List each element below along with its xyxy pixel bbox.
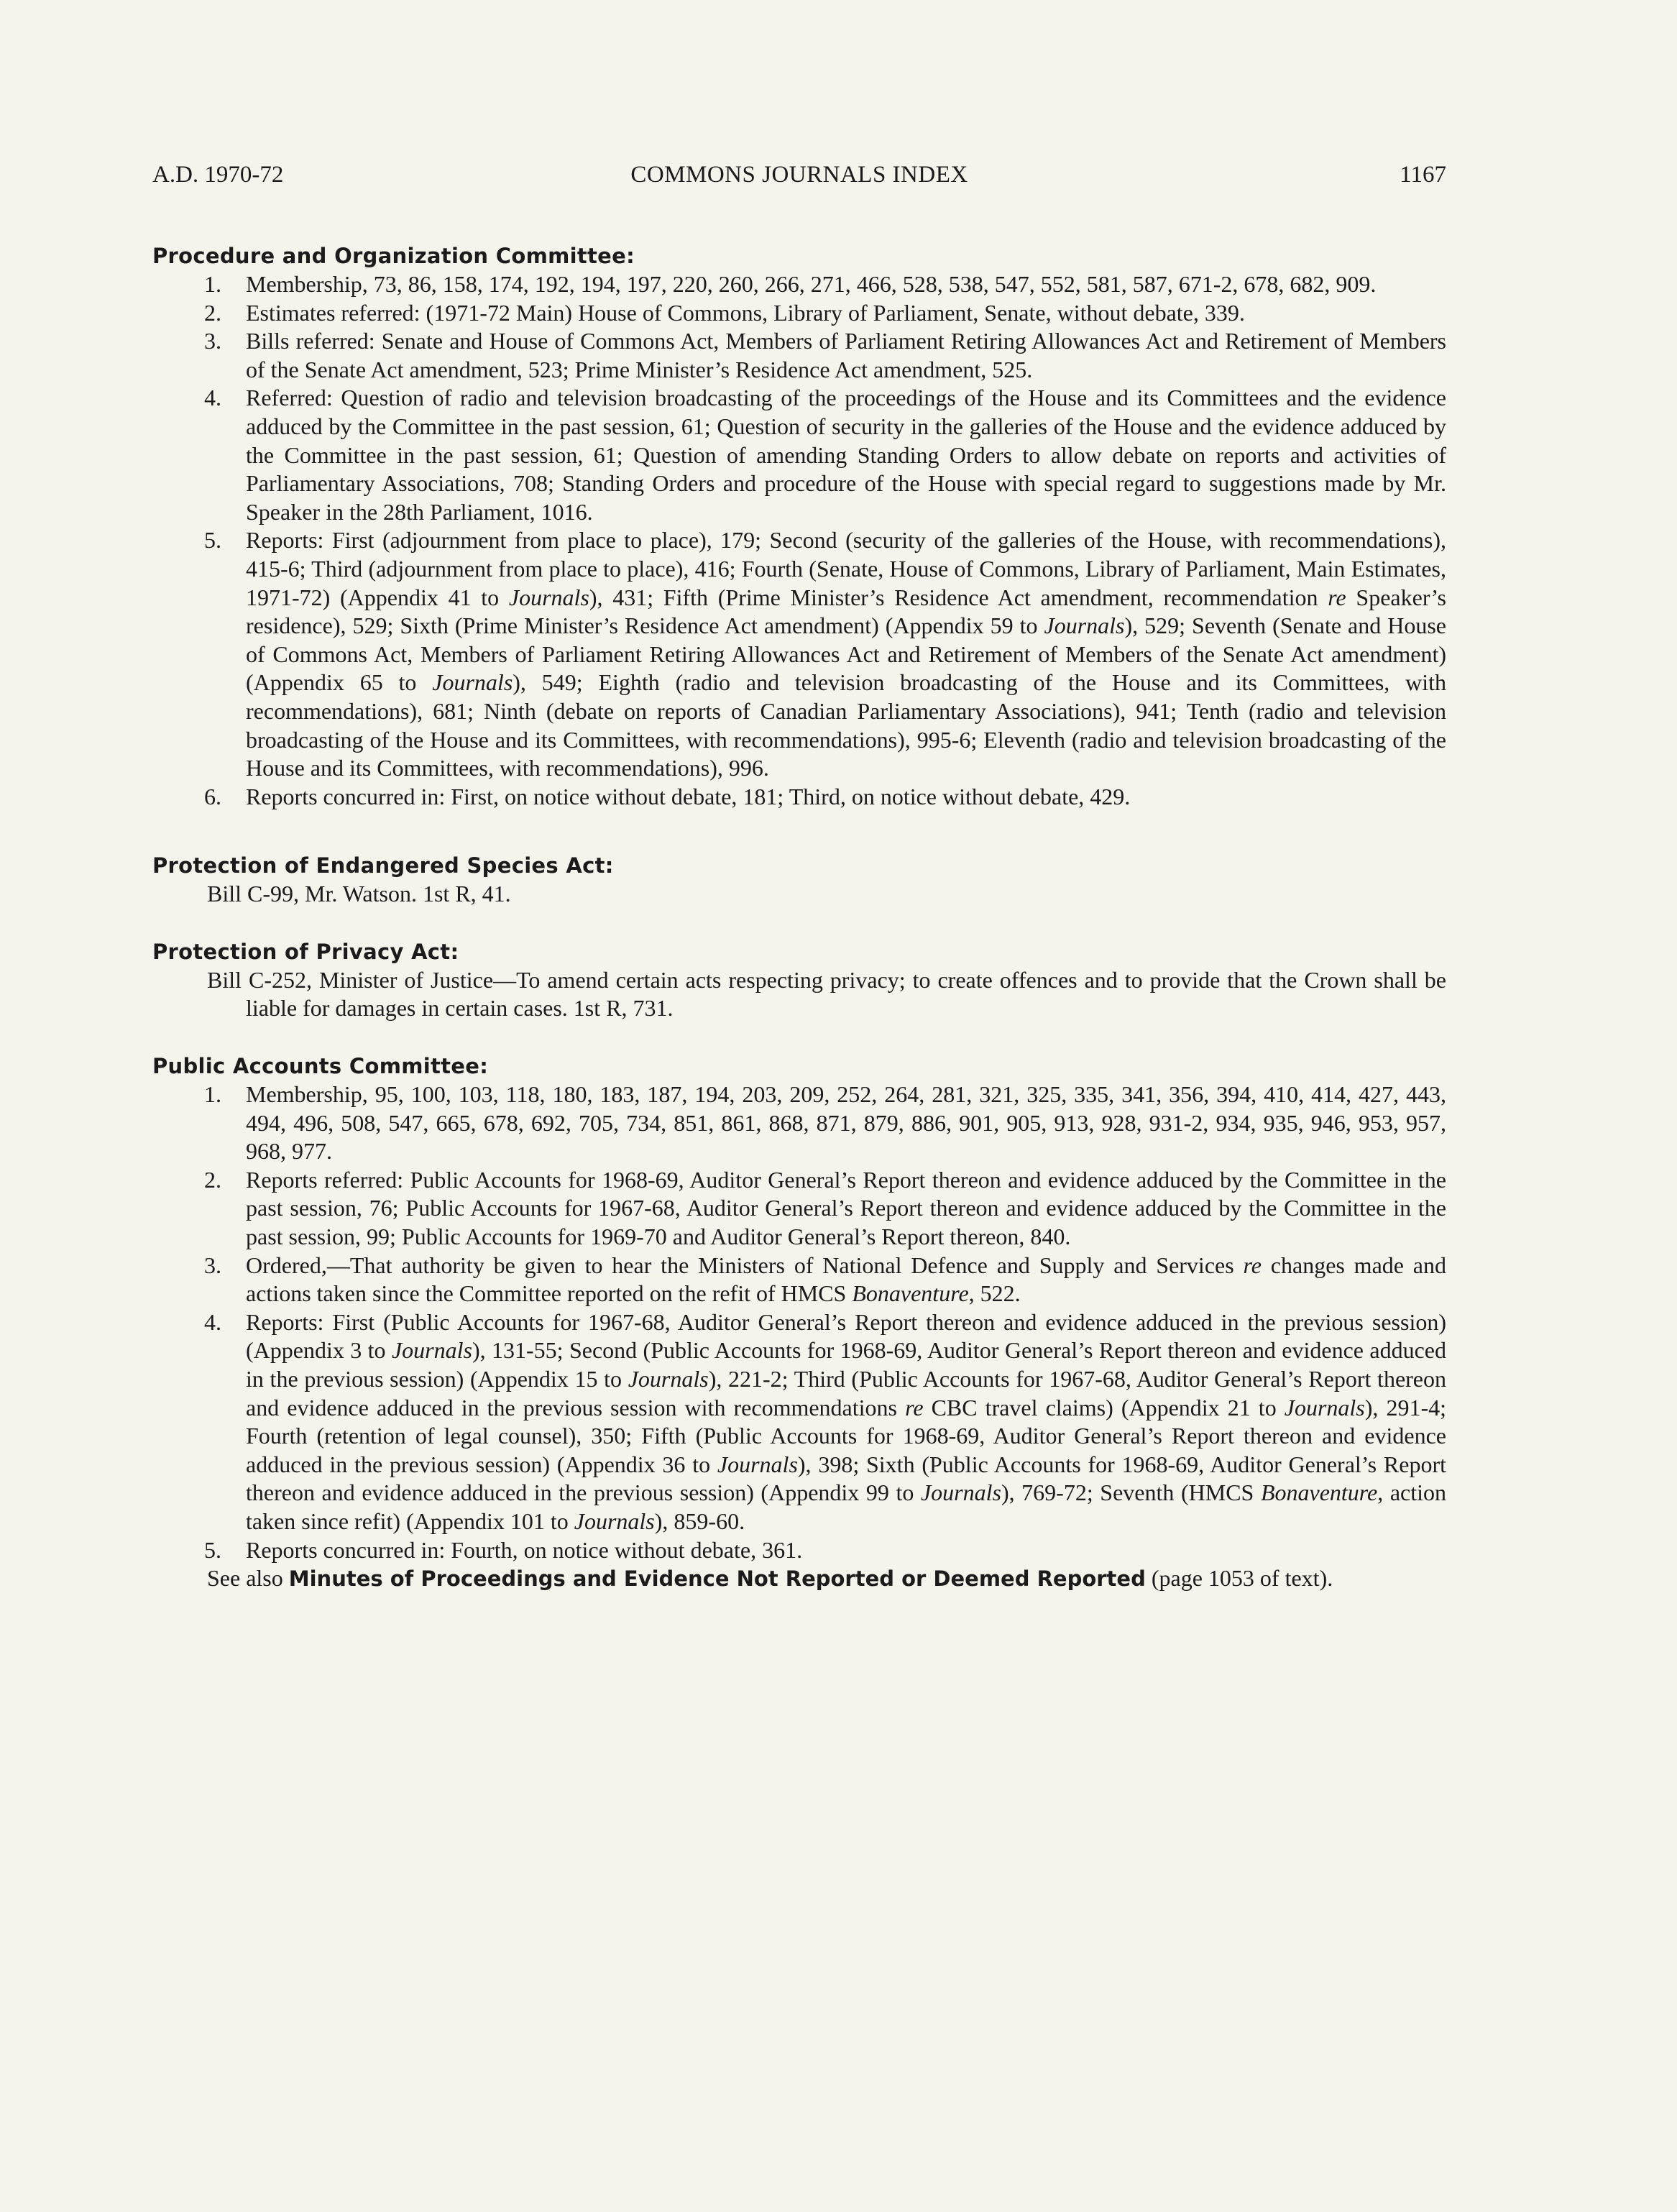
item-number: 5. <box>204 527 221 554</box>
list-item <box>152 1536 1446 1565</box>
see-also-prefix: See also <box>207 1565 289 1592</box>
header-title: COMMONS JOURNALS INDEX <box>630 162 968 188</box>
item-text: Membership, 73, 86, 158, 174, 192, 194, 197, 220, 260, 266, 271, 466, 528, 538, 547, 552, 581, 587, 671-2, 678, 682, 909. <box>246 271 1377 297</box>
item-number: 1. <box>204 1081 221 1108</box>
entry-privacy-act <box>152 937 1446 1023</box>
item-text: ), 398; Sixth (Public Accounts for 1968-69, Auditor General’s Report thereon and evidence adduced in the previous session) (Appendix 99 to <box>246 1451 1447 1506</box>
item-text: Reports: First (adjournment from place to place), 179; Second (security of the galleries of the House, with recommendations), 415-6; Third (adjournment from place to place), 416; Fourth (Senate, House of Commons, Library of Parliament, Main Estimates, 1971-72) (Appendix 41 to <box>246 527 1446 610</box>
list-item <box>152 783 1446 812</box>
item-text: CBC travel claims) (Appendix 21 to <box>923 1394 1285 1421</box>
list-item <box>152 1080 1446 1166</box>
see-also-suffix: (page 1053 of text). <box>1145 1565 1333 1592</box>
italic-re: re <box>905 1394 924 1421</box>
item-number: 6. <box>204 783 221 809</box>
entry-heading: Procedure and Organization Committee: <box>152 244 635 268</box>
section-spacer <box>152 811 1446 851</box>
italic-journals: Journals <box>1284 1394 1365 1421</box>
italic-re: re <box>1328 584 1346 610</box>
item-text: ), 221-2; Third (Public Accounts for 1967-68, Auditor General’s Report thereon and evidence adduced in the previous session with recommendations <box>246 1366 1447 1421</box>
entry-public-accounts-committee <box>152 1052 1446 1594</box>
italic-journals: Journals <box>1044 612 1125 639</box>
item-text: ), 291-4; Fourth (retention of legal counsel), 350; Fifth (Public Accounts for 1968-69, Auditor General’s Report thereon and evidence adduced in the previous session) (Appendix 36 to <box>246 1394 1447 1477</box>
item-number: 1. <box>204 271 221 297</box>
item-number: 5. <box>204 1536 221 1563</box>
item-text: , 522. <box>968 1280 1021 1307</box>
item-text: Estimates referred: (1971-72 Main) House of Commons, Library of Parliament, Senate, without debate, 339. <box>246 299 1245 326</box>
running-head <box>152 157 1446 193</box>
item-text: ), 529; Seventh (Senate and House of Commons Act, Members of Parliament Retiring Allowances Act and Retirement of Members of the Senate Act amendment) (Appendix 65 to <box>246 612 1447 696</box>
item-number: 2. <box>204 1166 221 1193</box>
item-number: 4. <box>204 1308 221 1335</box>
italic-re: re <box>1243 1252 1262 1278</box>
italic-journals: Journals <box>717 1451 798 1477</box>
see-also-target: Minutes of Proceedings and Evidence Not Reported or Deemed Reported <box>288 1566 1146 1592</box>
entry-text: Bill C-252, Minister of Justice—To amend certain acts respecting privacy; to create offences and to provide that the Crown shall be liable for damages in certain cases. 1st R, 731. <box>207 966 1446 1022</box>
see-also-reference <box>152 1564 1446 1594</box>
item-text: Reports referred: Public Accounts for 1968-69, Auditor General’s Report thereon and evidence adduced by the Committee in the past session, 76; Public Accounts for 1967-68, Auditor General’s Report thereon and evidence adduced by the Committee in the past session, 99; Public Accounts for 1969-70 and Auditor General’s Report thereon, 840. <box>246 1166 1446 1250</box>
list-item <box>152 327 1446 384</box>
entry-text: Bill C-99, Mr. Watson. 1st R, 41. <box>207 881 511 907</box>
item-text: Speaker’s residence), 529; Sixth (Prime Minister’s Residence Act amendment) (Appendix 59 to <box>246 584 1447 639</box>
item-text: Reports concurred in: Fourth, on notice without debate, 361. <box>246 1536 803 1563</box>
list-item <box>152 270 1446 299</box>
list-item <box>152 384 1446 526</box>
item-text: Referred: Question of radio and television broadcasting of the proceedings of the House and its Committees and the evidence adduced by the Committee in the past session, 61; Question of security in the galleries of the House and the evidence adduced by the Committee in the past session, 61; Question of amending Standing Orders to allow debate on reports and activities of Parliamentary Associations, 708; Standing Orders and procedure of the House with special regard to suggestions made by Mr. Speaker in the 28th Parliament, 1016. <box>246 385 1446 525</box>
item-number: 3. <box>204 1252 221 1278</box>
item-text: , action taken since refit) (Appendix 101 to <box>246 1479 1447 1534</box>
item-text: Reports concurred in: First, on notice without debate, 181; Third, on notice without debate, 429. <box>246 783 1131 809</box>
entry-endangered-species-act <box>152 851 1446 909</box>
list-item <box>152 1166 1446 1252</box>
section-spacer <box>152 909 1446 937</box>
item-text: ), 431; Fifth (Prime Minister’s Residence Act amendment, recommendation <box>589 584 1328 610</box>
entry-heading: Protection of Endangered Species Act: <box>152 853 614 878</box>
section-spacer <box>152 1023 1446 1052</box>
italic-ship-name: Bonaventure <box>852 1280 969 1307</box>
item-text: Membership, 95, 100, 103, 118, 180, 183, 187, 194, 203, 209, 252, 264, 281, 321, 325, 335, 341, 356, 394, 410, 414, 427, 443, 494, 496, 508, 547, 665, 678, 692, 705, 734, 851, 861, 868, 871, 879, 886, 901, 905, 913, 928, 931-2, 934, 935, 946, 953, 957, 968, 977. <box>246 1081 1446 1165</box>
italic-journals: Journals <box>920 1479 1001 1506</box>
entry-procedure-committee <box>152 242 1446 811</box>
list-item <box>152 1308 1446 1536</box>
list-item <box>152 526 1446 782</box>
item-number: 4. <box>204 385 221 411</box>
index-body <box>152 242 1446 1594</box>
italic-journals: Journals <box>508 584 589 610</box>
item-number: 3. <box>204 328 221 354</box>
item-text: ), 859-60. <box>654 1507 745 1534</box>
header-date-range: A.D. 1970-72 <box>152 162 284 188</box>
list-item <box>152 1252 1446 1308</box>
italic-journals: Journals <box>432 669 513 696</box>
item-text: ), 549; Eighth (radio and television broadcasting of the House and its Committees, with recommendations), 681; Ninth (debate on reports of Canadian Parliamentary Associations), 941; Tenth (radio and television broadcasting of the House and its Committees, with recommendations), 995-6; Eleventh (radio and television broadcasting of the House and its Committees, with recommendations), 996. <box>246 669 1447 781</box>
item-text: changes made and actions taken since the Committee reported on the refit of HMCS <box>246 1252 1447 1307</box>
page-number: 1167 <box>1400 162 1446 188</box>
entry-heading: Public Accounts Committee: <box>152 1054 489 1079</box>
item-text: Bills referred: Senate and House of Commons Act, Members of Parliament Retiring Allowances Act and Retirement of Members of the Senate Act amendment, 523; Prime Minister’s Residence Act amendment, 525. <box>246 328 1446 382</box>
item-text: ), 769-72; Seventh (HMCS <box>1001 1479 1261 1506</box>
italic-journals: Journals <box>391 1337 472 1364</box>
italic-journals: Journals <box>574 1507 655 1534</box>
item-text: Ordered,—That authority be given to hear the Ministers of National Defence and Supply and Services <box>246 1252 1244 1278</box>
italic-ship-name: Bonaventure <box>1260 1479 1378 1506</box>
italic-journals: Journals <box>628 1366 709 1392</box>
entry-heading: Protection of Privacy Act: <box>152 939 459 964</box>
list-item <box>152 299 1446 328</box>
item-text: ), 131-55; Second (Public Accounts for 1968-69, Auditor General’s Report thereon and evidence adduced in the previous session) (Appendix 15 to <box>246 1337 1447 1392</box>
item-text: Reports: First (Public Accounts for 1967-68, Auditor General’s Report thereon and evidence adduced in the previous session) (Appendix 3 to <box>246 1308 1446 1364</box>
item-number: 2. <box>204 299 221 326</box>
